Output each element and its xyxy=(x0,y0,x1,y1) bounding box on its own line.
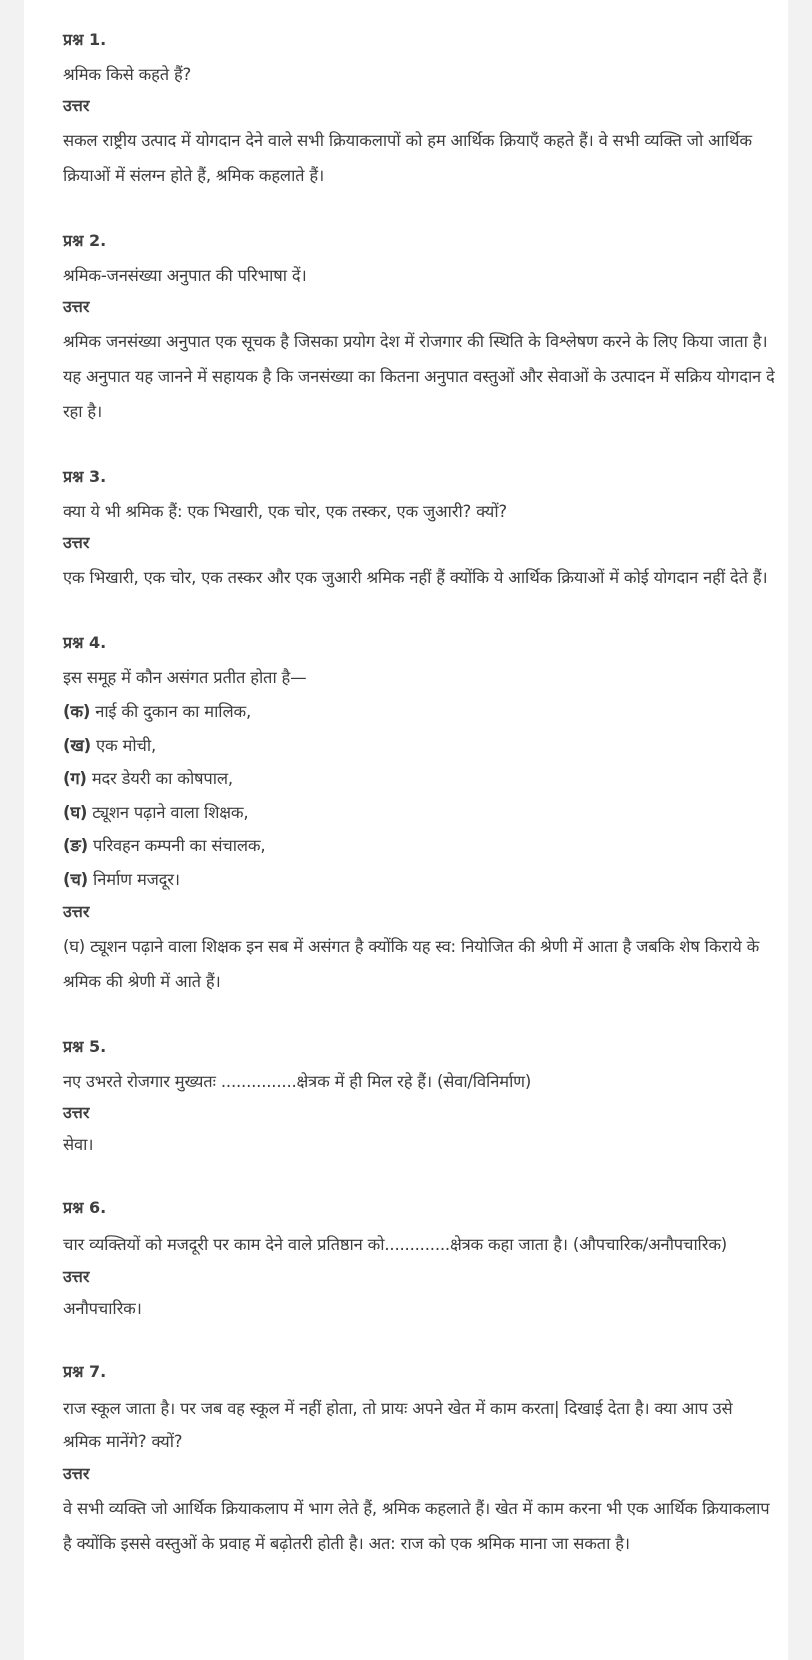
question-block-3 xyxy=(63,463,775,595)
question-block-7 xyxy=(63,1358,775,1561)
answer-label: उत्तर xyxy=(63,533,90,552)
question-label: प्रश्न 1. xyxy=(63,30,107,49)
question-block-2 xyxy=(63,227,775,429)
question-block-6 xyxy=(63,1194,775,1324)
answer-text: वे सभी व्यक्ति जो आर्थिक क्रियाकलाप में भाग लेते हैं, श्रमिक कहलाते हैं। खेत में काम करना भी एक आर्थिक क्रियाकलाप है क्योंकि इससे वस्तुओं के प्रवाह में बढ़ोतरी होती है। अत: राज को एक श्रमिक माना जा सकता है। xyxy=(63,1499,770,1553)
question-text: चार व्यक्तियों को मजदूरी पर काम देने वाले प्रतिष्ठान को.............क्षेत्रक कहा जाता है। (औपचारिक/अनौपचारिक) xyxy=(63,1235,728,1254)
answer-label: उत्तर xyxy=(63,1267,90,1286)
answer-text: सकल राष्ट्रीय उत्पाद में योगदान देने वाले सभी क्रियाकलापों को हम आर्थिक क्रियाएँ कहते हैं। वे सभी व्यक्ति जो आर्थिक क्रियाओं में संलग्न होते हैं, श्रमिक कहलाते हैं। xyxy=(63,131,752,185)
option-mark: (च) xyxy=(63,869,88,889)
option-text: मदर डेयरी का कोषपाल, xyxy=(86,769,233,788)
qa-content xyxy=(63,26,775,1595)
option-item xyxy=(63,695,775,729)
answer-label: उत्तर xyxy=(63,297,90,316)
answer-label: उत्तर xyxy=(63,1464,90,1483)
question-text: इस समूह में कौन असंगत प्रतीत होता है— xyxy=(63,668,307,687)
question-label: प्रश्न 2. xyxy=(63,231,107,250)
option-item xyxy=(63,829,775,863)
answer-label: उत्तर xyxy=(63,96,90,115)
option-text: नाई की दुकान का मालिक, xyxy=(90,702,251,721)
answer-text: सेवा। xyxy=(63,1135,94,1154)
option-mark: (ङ) xyxy=(63,836,88,855)
answer-text: (घ) ट्यूशन पढ़ाने वाला शिक्षक इन सब में असंगत है क्योंकि यह स्व: नियोजित की श्रेणी में आता है जबकि शेष किराये के श्रमिक की श्रेणी में आते हैं। xyxy=(63,937,760,991)
option-item xyxy=(63,729,775,763)
question-text: राज स्कूल जाता है। पर जब वह स्कूल में नहीं होता, तो प्रायः अपने खेत में काम करता| दिखाई देता है। क्या आप उसे श्रमिक मानेंगे? क्यों? xyxy=(63,1399,733,1451)
option-mark: (ख) xyxy=(63,735,91,755)
option-mark: (घ) xyxy=(63,802,88,822)
option-text: एक मोची, xyxy=(90,735,157,755)
option-item xyxy=(63,762,775,796)
option-text: निर्माण मजदूर। xyxy=(87,869,180,889)
option-list xyxy=(63,695,775,896)
document-page xyxy=(24,0,788,1660)
question-block-4 xyxy=(63,629,775,999)
option-text: परिवहन कम्पनी का संचालक, xyxy=(88,836,266,855)
option-item xyxy=(63,796,775,830)
question-text: क्या ये भी श्रमिक हैं: एक भिखारी, एक चोर, एक तस्कर, एक जुआरी? क्यों? xyxy=(63,502,507,521)
answer-text: एक भिखारी, एक चोर, एक तस्कर और एक जुआरी श्रमिक नहीं हैं क्योंकि ये आर्थिक क्रियाओं में कोई योगदान नहीं देते हैं। xyxy=(63,568,768,587)
option-mark: (ग) xyxy=(63,769,87,788)
question-text: नए उभरते रोजगार मुख्यतः ...............क्षेत्रक में ही मिल रहे हैं। (सेवा/विनिर्माण) xyxy=(63,1072,532,1091)
question-label: प्रश्न 5. xyxy=(63,1037,107,1056)
question-text: श्रमिक किसे कहते हैं? xyxy=(63,65,192,84)
answer-text: अनौपचारिक। xyxy=(63,1299,142,1318)
question-label: प्रश्न 7. xyxy=(63,1362,107,1381)
question-block-5 xyxy=(63,1033,775,1160)
option-text: ट्यूशन पढ़ाने वाला शिक्षक, xyxy=(87,802,249,822)
question-label: प्रश्न 3. xyxy=(63,467,107,486)
answer-label: उत्तर xyxy=(63,1103,90,1122)
answer-label: उत्तर xyxy=(63,902,90,921)
question-text: श्रमिक-जनसंख्या अनुपात की परिभाषा दें। xyxy=(63,266,307,285)
option-mark: (क) xyxy=(63,702,91,721)
question-block-1 xyxy=(63,26,775,193)
question-label: प्रश्न 6. xyxy=(63,1198,107,1217)
question-label: प्रश्न 4. xyxy=(63,633,107,652)
option-item xyxy=(63,863,775,897)
answer-text: श्रमिक जनसंख्या अनुपात एक सूचक है जिसका प्रयोग देश में रोजगार की स्थिति के विश्लेषण करने के लिए किया जाता है। यह अनुपात यह जानने में सहायक है कि जनसंख्या का कितना अनुपात वस्तुओं और सेवाओं के उत्पादन में सक्रिय योगदान दे रहा है। xyxy=(63,332,775,421)
